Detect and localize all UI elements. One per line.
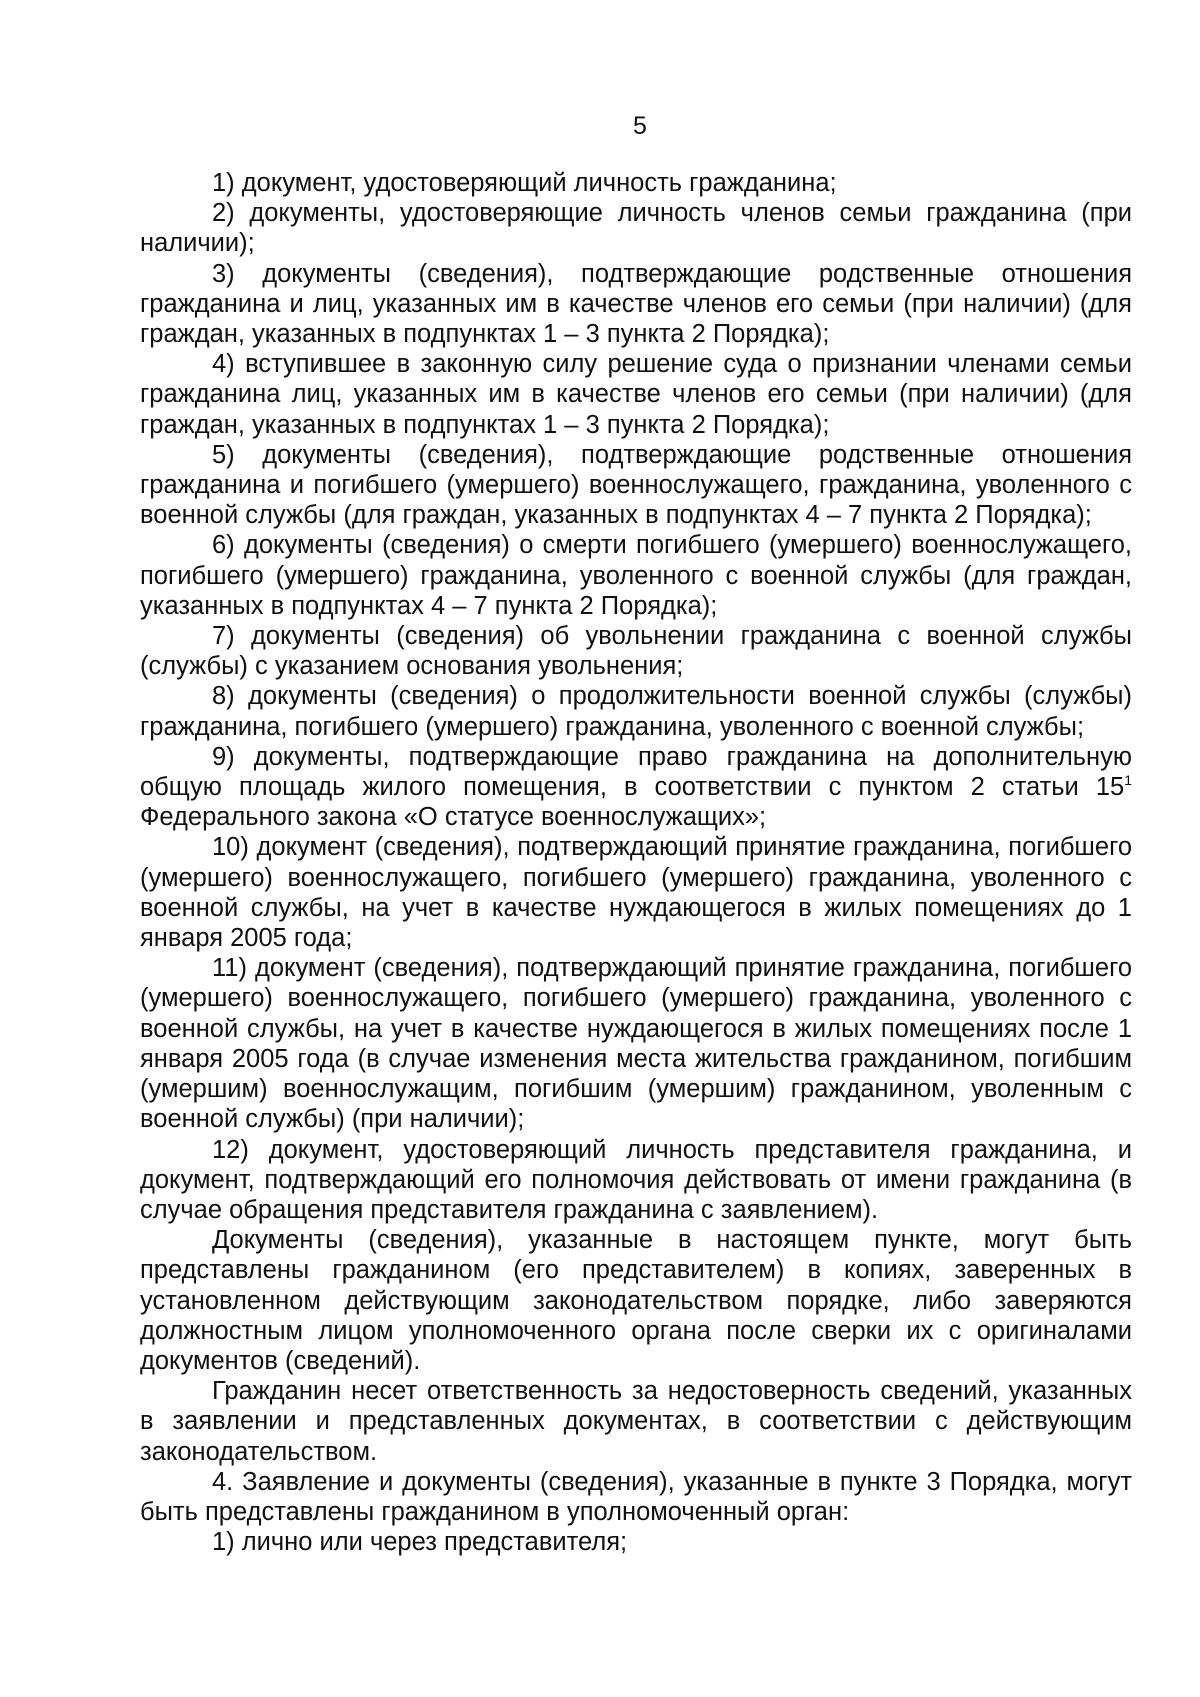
list-item: 4) вступившее в законную силу решение суда о признании членами семьи гражданина лиц, указанных им в качестве членов его семьи (при наличии) (для граждан, указанных в подпунктах 1 – 3 пункта 2 Порядка); [140, 350, 1132, 439]
list-item: 8) документы (сведения) о продолжительности военной службы (службы) гражданина, погибшего (умершего) гражданина, уволенного с военной службы; [140, 682, 1132, 741]
list-item: 12) документ, удостоверяющий личность представителя гражданина, и документ, подтверждающий его полномочия действовать от имени гражданина (в случае обращения представителя гражданина с заявлением). [140, 1135, 1132, 1224]
list-item-text-after: Федерального закона «О статусе военнослужащих»; [140, 803, 767, 832]
paragraph: Документы (сведения), указанные в настоящем пункте, могут быть представлены гражданином (его представителем) в копиях, заверенных в установленном действующим законодательством порядке, либо заверяются должностным лицом уполномоченного органа после сверки их с оригиналами документов (сведений). [140, 1226, 1132, 1375]
list-item-text-before: 9) документы, подтверждающие право гражданина на дополнительную общую площадь жилого помещения, в соответствии с пунктом 2 статьи 15 [140, 742, 1132, 802]
document-body [140, 168, 1132, 1557]
list-item: 6) документы (сведения) о смерти погибшего (умершего) военнослужащего, погибшего (умершего) гражданина, уволенного с военной службы (для граждан, указанных в подпунктах 4 – 7 пункта 2 Порядка); [140, 531, 1132, 620]
list-item: 1) лично или через представителя; [212, 1528, 628, 1557]
list-item: 10) документ (сведения), подтверждающий принятие гражданина, погибшего (умершего) военнослужащего, погибшего (умершего) гражданина, уволенного с военной службы, на учет в качестве нуждающегося в жилых помещениях до 1 января 2005 года; [140, 833, 1132, 953]
list-item: 2) документы, удостоверяющие личность членов семьи гражданина (при наличии); [140, 199, 1132, 258]
list-item: 3) документы (сведения), подтверждающие родственные отношения гражданина и лиц, указанных им в качестве членов его семьи (при наличии) (для граждан, указанных в подпунктах 1 – 3 пункта 2 Порядка); [140, 259, 1132, 349]
list-item [140, 742, 1132, 833]
list-item: 1) документ, удостоверяющий личность гражданина; [212, 169, 837, 197]
list-item: 7) документы (сведения) об увольнении гражданина с военной службы (службы) с указанием основания увольнения; [140, 622, 1132, 681]
paragraph: Гражданин несет ответственность за недостоверность сведений, указанных в заявлении и представленных документах, в соответствии с действующим законодательством. [140, 1377, 1132, 1466]
page-number: 5 [633, 112, 647, 140]
superscript: 1 [1124, 772, 1132, 789]
list-item: 5) документы (сведения), подтверждающие родственные отношения гражданина и погибшего (умершего) военнослужащего, гражданина, уволенного с военной службы (для граждан, указанных в подпунктах 4 – 7 пункта 2 Порядка); [140, 440, 1132, 530]
paragraph: 4. Заявление и документы (сведения), указанные в пункте 3 Порядка, могут быть представлены гражданином в уполномоченный орган: [140, 1467, 1132, 1526]
list-item: 11) документ (сведения), подтверждающий принятие гражданина, погибшего (умершего) военнослужащего, погибшего (умершего) гражданина, уволенного с военной службы, на учет в качестве нуждающегося в жилых помещениях после 1 января 2005 года (в случае изменения места жительства гражданином, погибшим (умершим) военнослужащим, погибшим (умершим) гражданином, уволенным с военной службы) (при наличии); [140, 954, 1132, 1134]
